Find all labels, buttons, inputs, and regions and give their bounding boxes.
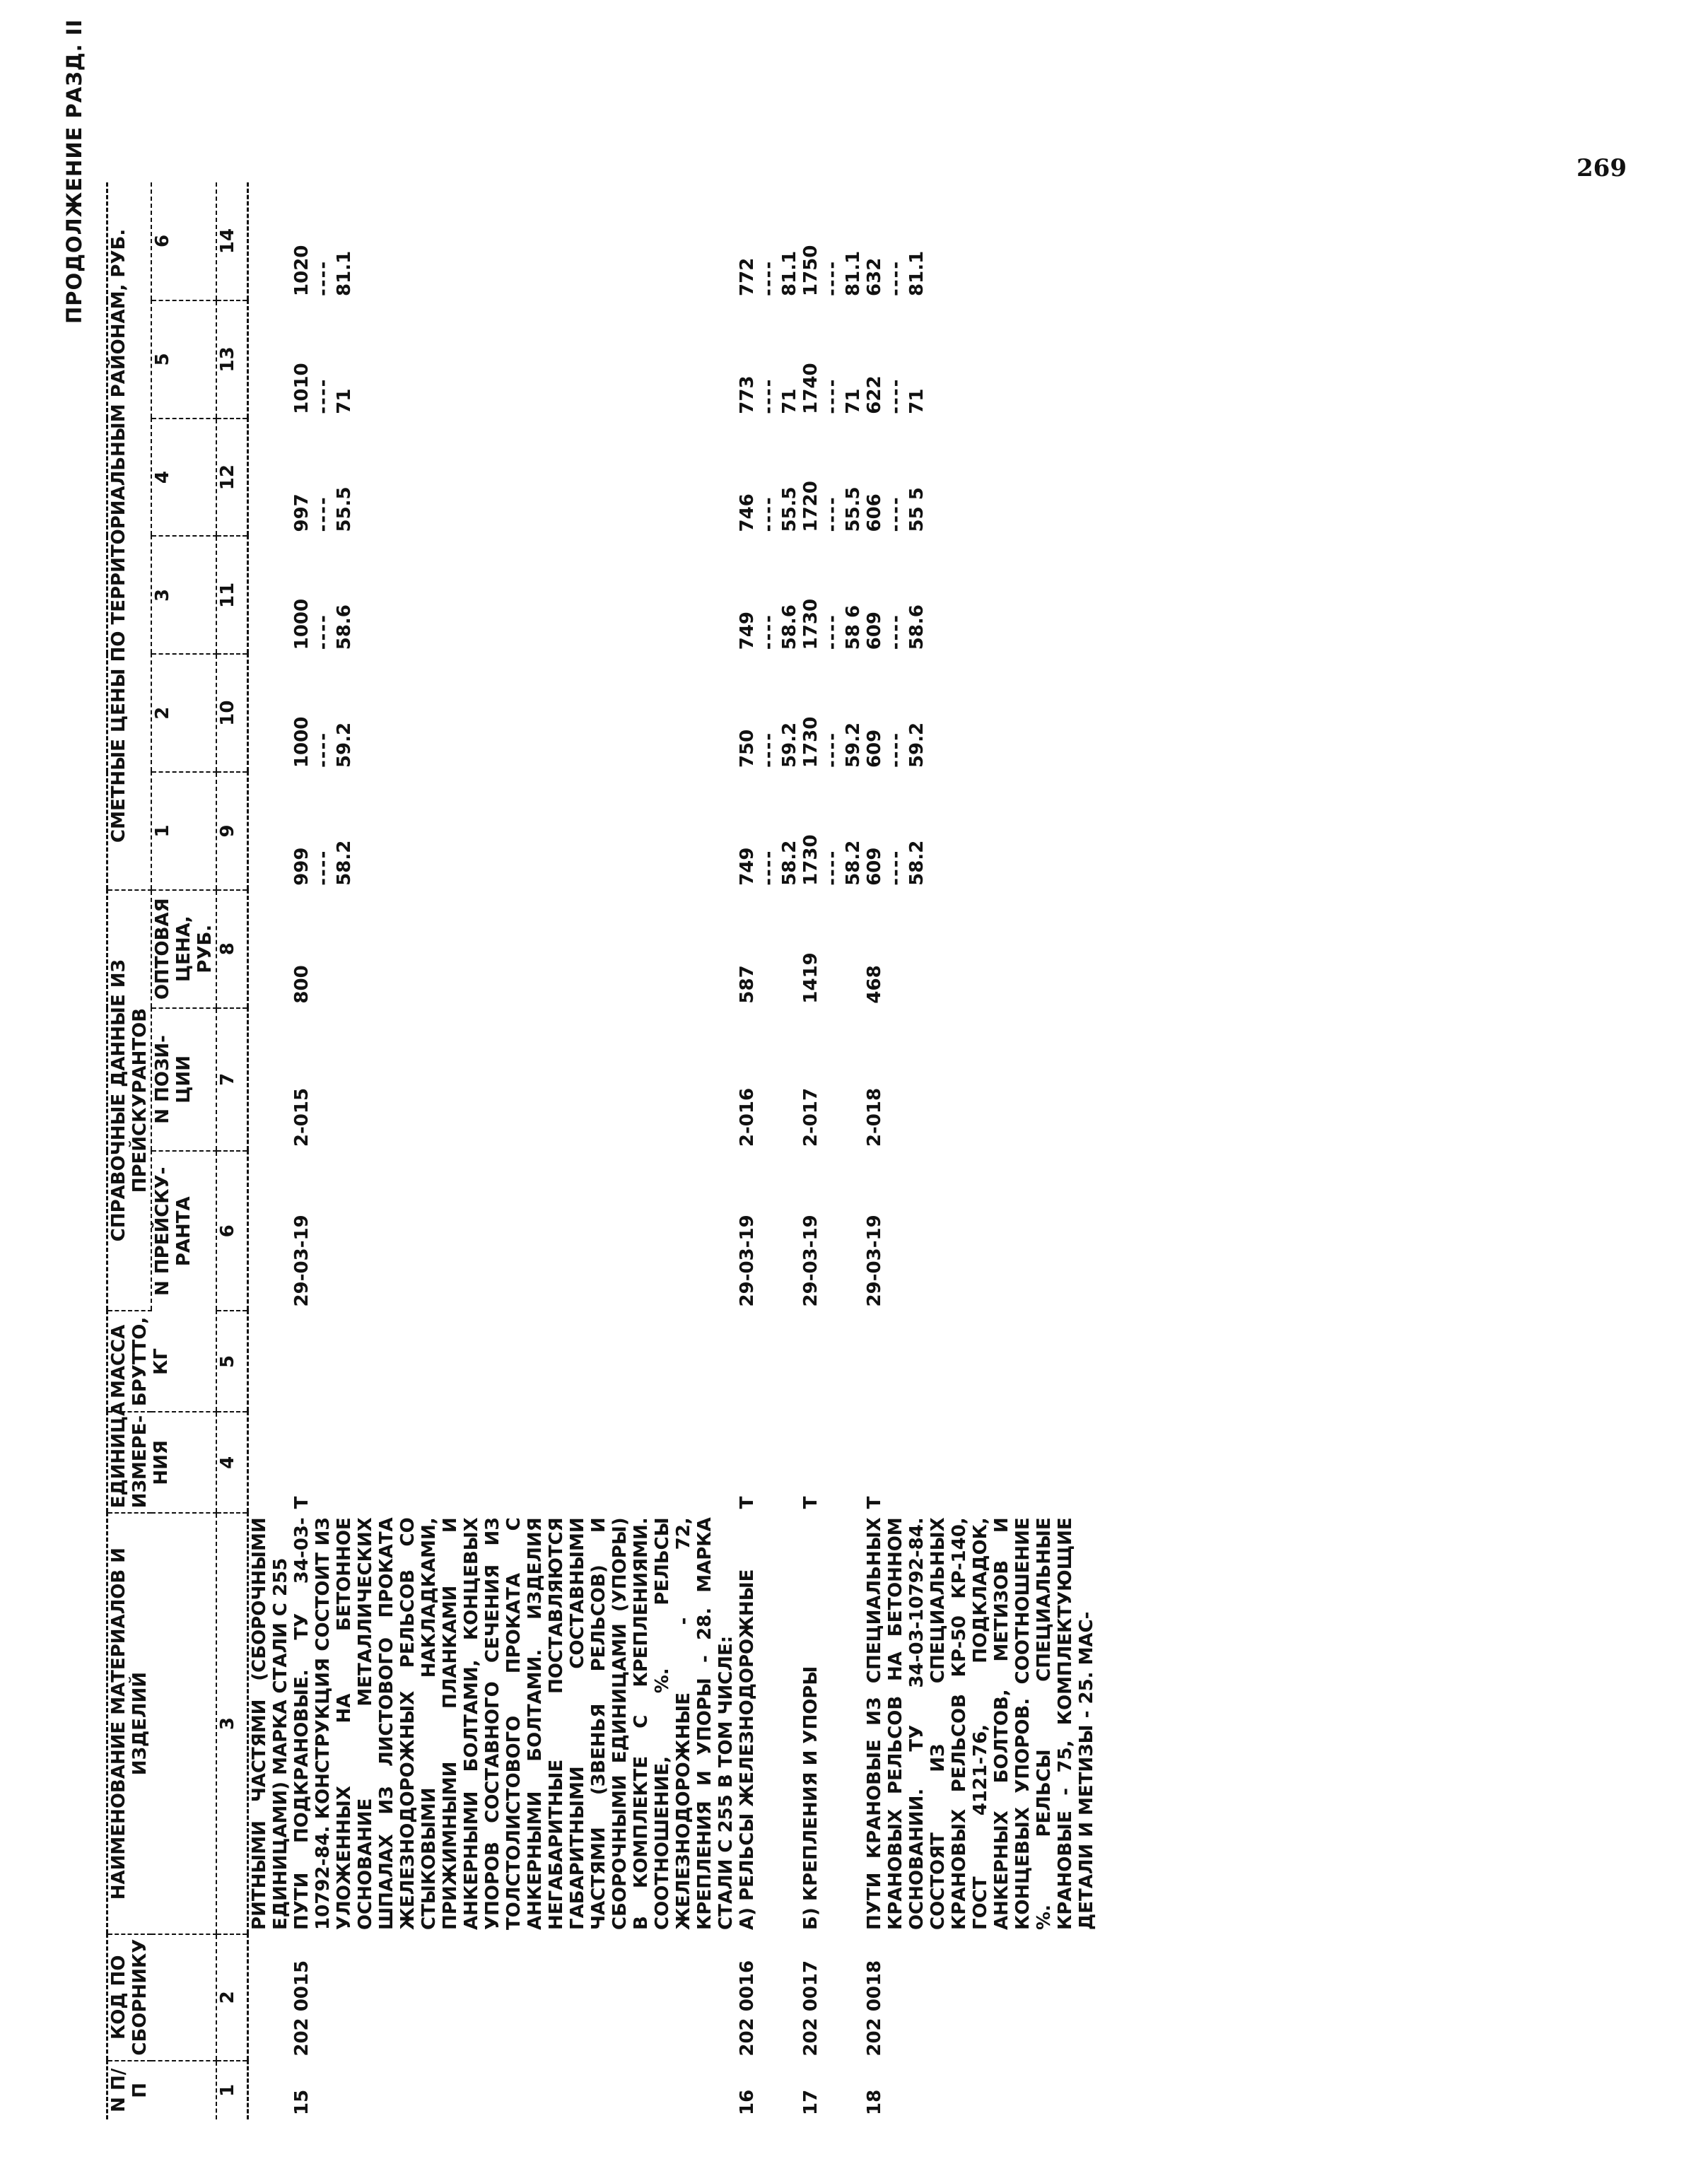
region-price: 1730 ---- 58.2 bbox=[800, 772, 864, 890]
price-table bbox=[106, 182, 1097, 2119]
price-coef: 58 6 bbox=[843, 604, 864, 650]
price-value: 1000 bbox=[291, 716, 312, 768]
header-ref-group: СПРАВОЧНЫЕ ДАННЫЕ ИЗ ПРЕЙСКУРАНТОВ bbox=[107, 890, 152, 1311]
row-unit: Т bbox=[737, 1496, 758, 1509]
table-row bbox=[800, 182, 864, 2119]
price-coef: 81.1 bbox=[779, 250, 800, 296]
region-price: 606 ---- 55 5 bbox=[864, 419, 1097, 537]
price-value: 1000 bbox=[291, 598, 312, 650]
row-position: 2-015 bbox=[291, 1087, 312, 1147]
row-pricelist: 29-03-19 bbox=[800, 1215, 821, 1307]
table-row bbox=[737, 182, 800, 2119]
price-coef: 81.1 bbox=[843, 250, 864, 296]
header-code: КОД ПО СБОРНИКУ bbox=[107, 1934, 217, 2061]
header-position: N ПОЗИ- ЦИИ bbox=[151, 1008, 216, 1152]
table-row bbox=[864, 182, 1097, 2119]
row-num: 15 bbox=[291, 2089, 312, 2115]
price-value: 749 bbox=[737, 847, 758, 886]
region-price: 1020 ---- 81.1 bbox=[291, 182, 737, 300]
price-coef: 58.2 bbox=[906, 840, 928, 886]
col-number: 2 bbox=[216, 1934, 248, 2061]
region-price: 999 ---- 58.2 bbox=[291, 772, 737, 890]
col-number: 14 bbox=[216, 182, 248, 300]
region-price: 622 ---- 71 bbox=[864, 300, 1097, 419]
continuation-header: ПРОДОЛЖЕНИЕ РАЗД. II bbox=[62, 18, 86, 324]
price-coef: 58.2 bbox=[334, 840, 355, 886]
price-coef: 58.2 bbox=[843, 840, 864, 886]
price-coef: 59.2 bbox=[334, 722, 355, 768]
price-value: 1750 bbox=[800, 245, 821, 296]
price-value: 1730 bbox=[800, 598, 821, 650]
row-unit: Т bbox=[864, 1496, 885, 1509]
row-unit: Т bbox=[291, 1496, 312, 1509]
row-name: ПУТИ ПОДКРАНОВЫЕ. ТУ 34-03-10792-84. КОНСТРУКЦИЯ СОСТОИТ ИЗ УЛОЖЕННЫХ НА БЕТОННОЕ ОСНОВАНИЕ МЕТАЛЛИЧЕСКИХ ШПАЛАХ ИЗ ЛИСТОВОГО ПРОКАТА ЖЕЛЕЗНОДОРОЖНЫХ РЕЛЬСОВ СО СТЫКОВЫМИ НАКЛАДКАМИ, ПРИЖИМНЫМИ ПЛАНКАМИ И АНКЕРНЫМИ БОЛТАМИ, КОНЦЕВЫХ УПОРОВ СОСТАВНОГО СЕЧЕНИЯ ИЗ ТОЛСТОЛИСТОВОГО ПРОКАТА С АНКЕРНЫМИ БОЛТАМИ. ИЗДЕЛИЯ НЕГАБАРИТНЫЕ ПОСТАВЛЯЮТСЯ ГАБАРИТНЫМИ СОСТАВНЫМИ ЧАСТЯМИ (ЗВЕНЬЯ РЕЛЬСОВ) И СБОРОЧНЫМИ ЕДИНИЦАМИ (УПОРЫ) В КОМПЛЕКТЕ С КРЕПЛЕНИЯМИ. СООТНОШЕНИЕ, %. РЕЛЬСЫ ЖЕЛЕЗНОДОРОЖНЫЕ - 72, КРЕПЛЕНИЯ И УПОРЫ - 28. МАРКА СТАЛИ С 255 В ТОМ ЧИСЛЕ: bbox=[291, 1517, 737, 1930]
price-value: 999 bbox=[291, 847, 312, 886]
header-region-3: 3 bbox=[151, 537, 216, 655]
row-wholesale: 1419 bbox=[800, 952, 821, 1004]
header-region-6: 6 bbox=[151, 182, 216, 300]
price-value: 606 bbox=[864, 493, 885, 532]
price-coef: 59.2 bbox=[779, 722, 800, 768]
row-code: 202 0016 bbox=[737, 1960, 758, 2057]
price-coef: 55.5 bbox=[843, 486, 864, 532]
header-unit: ЕДИНИЦА ИЗМЕРЕ- НИЯ bbox=[107, 1412, 217, 1513]
region-price: 609 ---- 58.6 bbox=[864, 537, 1097, 655]
region-price: 1000 ---- 58.6 bbox=[291, 537, 737, 655]
price-value: 632 bbox=[864, 257, 885, 296]
col-number: 13 bbox=[216, 300, 248, 419]
price-coef: 59.2 bbox=[906, 722, 928, 768]
carryover-text: РИТНЫМИ ЧАСТЯМИ (СБОРОЧНЫМИ ЕДИНИЦАМИ) МАРКА СТАЛИ С 255 bbox=[249, 1517, 291, 1930]
col-number: 10 bbox=[216, 654, 248, 772]
price-value: 609 bbox=[864, 847, 885, 886]
region-price: 749 ---- 58.6 bbox=[737, 537, 800, 655]
price-value: 997 bbox=[291, 493, 312, 532]
price-coef: 81.1 bbox=[334, 250, 355, 296]
row-pricelist: 29-03-19 bbox=[737, 1215, 758, 1307]
price-coef: 71 bbox=[843, 388, 864, 414]
header-name: НАИМЕНОВАНИЕ МАТЕРИАЛОВ И ИЗДЕЛИЙ bbox=[107, 1513, 217, 1934]
col-number: 9 bbox=[216, 772, 248, 890]
price-value: 746 bbox=[737, 493, 758, 532]
price-value: 749 bbox=[737, 611, 758, 650]
col-number: 7 bbox=[216, 1008, 248, 1152]
row-position: 2-016 bbox=[737, 1087, 758, 1147]
price-coef: 58.6 bbox=[334, 604, 355, 650]
carryover-row bbox=[248, 182, 292, 2119]
price-value: 1740 bbox=[800, 363, 821, 414]
row-num: 16 bbox=[737, 2089, 758, 2115]
header-region-2: 2 bbox=[151, 654, 216, 772]
row-wholesale: 468 bbox=[864, 965, 885, 1004]
region-price: 632 ---- 81.1 bbox=[864, 182, 1097, 300]
price-coef: 55.5 bbox=[334, 486, 355, 532]
col-number: 6 bbox=[216, 1151, 248, 1311]
price-value: 772 bbox=[737, 257, 758, 296]
price-coef: 55 5 bbox=[906, 487, 928, 532]
price-value: 609 bbox=[864, 729, 885, 768]
region-price: 1720 ---- 55.5 bbox=[800, 419, 864, 537]
row-mass bbox=[864, 1311, 1097, 1412]
region-price: 997 ---- 55.5 bbox=[291, 419, 737, 537]
page-number: 269 bbox=[1577, 154, 1627, 182]
header-mass: МАССА БРУТТО, КГ bbox=[107, 1311, 217, 1412]
region-price: 609 ---- 58.2 bbox=[864, 772, 1097, 890]
col-number: 8 bbox=[216, 890, 248, 1008]
col-number: 12 bbox=[216, 419, 248, 537]
header-wholesale: ОПТОВАЯ ЦЕНА, РУБ. bbox=[151, 890, 216, 1008]
price-coef: 71 bbox=[334, 388, 355, 414]
col-number: 1 bbox=[216, 2061, 248, 2119]
row-num: 18 bbox=[864, 2089, 885, 2115]
row-wholesale: 800 bbox=[291, 965, 312, 1004]
region-price: 772 ---- 81.1 bbox=[737, 182, 800, 300]
row-name: А) РЕЛЬСЫ ЖЕЛЕЗНОДОРОЖНЫЕ bbox=[737, 1569, 758, 1930]
row-pricelist: 29-03-19 bbox=[864, 1215, 885, 1307]
header-num: N П/П bbox=[107, 2061, 217, 2119]
header-region-1: 1 bbox=[151, 772, 216, 890]
table-row bbox=[291, 182, 737, 2119]
price-coef: 58.2 bbox=[779, 840, 800, 886]
region-price: 1740 ---- 71 bbox=[800, 300, 864, 419]
price-value: 1020 bbox=[291, 245, 312, 296]
col-number: 11 bbox=[216, 537, 248, 655]
price-coef: 71 bbox=[906, 388, 928, 414]
price-value: 1730 bbox=[800, 834, 821, 886]
region-price: 746 ---- 55.5 bbox=[737, 419, 800, 537]
row-unit: Т bbox=[800, 1496, 821, 1509]
price-value: 773 bbox=[737, 375, 758, 414]
header-pricelist: N ПРЕЙСКУ- РАНТА bbox=[151, 1151, 216, 1311]
price-value: 609 bbox=[864, 611, 885, 650]
row-position: 2-017 bbox=[800, 1087, 821, 1147]
region-price: 1010 ---- 71 bbox=[291, 300, 737, 419]
region-price: 1730 ---- 58 6 bbox=[800, 537, 864, 655]
price-value: 1720 bbox=[800, 481, 821, 532]
row-pricelist: 29-03-19 bbox=[291, 1215, 312, 1307]
region-price: 750 ---- 59.2 bbox=[737, 654, 800, 772]
header-region-4: 4 bbox=[151, 419, 216, 537]
price-coef: 81.1 bbox=[906, 250, 928, 296]
row-name: ПУТИ КРАНОВЫЕ ИЗ СПЕЦИАЛЬНЫХ КРАНОВЫХ РЕЛЬСОВ НА БЕТОННОМ ОСНОВАНИИ. ТУ 34-03-10792-84. СОСТОЯТ ИЗ СПЕЦИАЛЬНЫХ КРАНОВЫХ РЕЛЬСОВ КР-50 КР-140, ГОСТ 4121-76, ПОДКЛАДОК, АНКЕРНЫХ БОЛТОВ, МЕТИЗОВ И КОНЦЕВЫХ УПОРОВ. СООТНОШЕНИЕ %. РЕЛЬСЫ СПЕЦИАЛЬНЫЕ КРАНОВЫЕ - 75, КОМПЛЕКТУЮЩИЕ ДЕТАЛИ И МЕТИЗЫ - 25. МАС- bbox=[864, 1517, 1097, 1930]
col-number: 3 bbox=[216, 1513, 248, 1934]
row-mass bbox=[291, 1311, 737, 1412]
region-price: 1000 ---- 59.2 bbox=[291, 654, 737, 772]
col-number: 4 bbox=[216, 1412, 248, 1513]
row-position: 2-018 bbox=[864, 1087, 885, 1147]
row-code: 202 0018 bbox=[864, 1960, 885, 2057]
row-mass bbox=[737, 1311, 800, 1412]
region-price: 1730 ---- 59.2 bbox=[800, 654, 864, 772]
region-price: 1750 ---- 81.1 bbox=[800, 182, 864, 300]
price-value: 1010 bbox=[291, 363, 312, 414]
price-coef: 59.2 bbox=[843, 722, 864, 768]
price-coef: 58.6 bbox=[906, 604, 928, 650]
price-value: 750 bbox=[737, 729, 758, 768]
header-regions-group: СМЕТНЫЕ ЦЕНЫ ПО ТЕРРИТОРИАЛЬНЫМ РАЙОНАМ, РУБ. bbox=[107, 182, 152, 890]
row-name: Б) КРЕПЛЕНИЯ И УПОРЫ bbox=[800, 1666, 821, 1930]
column-numbers-row bbox=[216, 182, 248, 2119]
header-region-5: 5 bbox=[151, 300, 216, 419]
region-price: 609 ---- 59.2 bbox=[864, 654, 1097, 772]
price-coef: 71 bbox=[779, 388, 800, 414]
region-price: 773 ---- 71 bbox=[737, 300, 800, 419]
price-value: 622 bbox=[864, 375, 885, 414]
row-wholesale: 587 bbox=[737, 965, 758, 1004]
row-code: 202 0015 bbox=[291, 1960, 312, 2057]
row-num: 17 bbox=[800, 2089, 821, 2115]
region-price: 749 ---- 58.2 bbox=[737, 772, 800, 890]
row-code: 202 0017 bbox=[800, 1960, 821, 2057]
price-coef: 55.5 bbox=[779, 486, 800, 532]
price-value: 1730 bbox=[800, 716, 821, 768]
row-mass bbox=[800, 1311, 864, 1412]
price-coef: 58.6 bbox=[779, 604, 800, 650]
col-number: 5 bbox=[216, 1311, 248, 1412]
